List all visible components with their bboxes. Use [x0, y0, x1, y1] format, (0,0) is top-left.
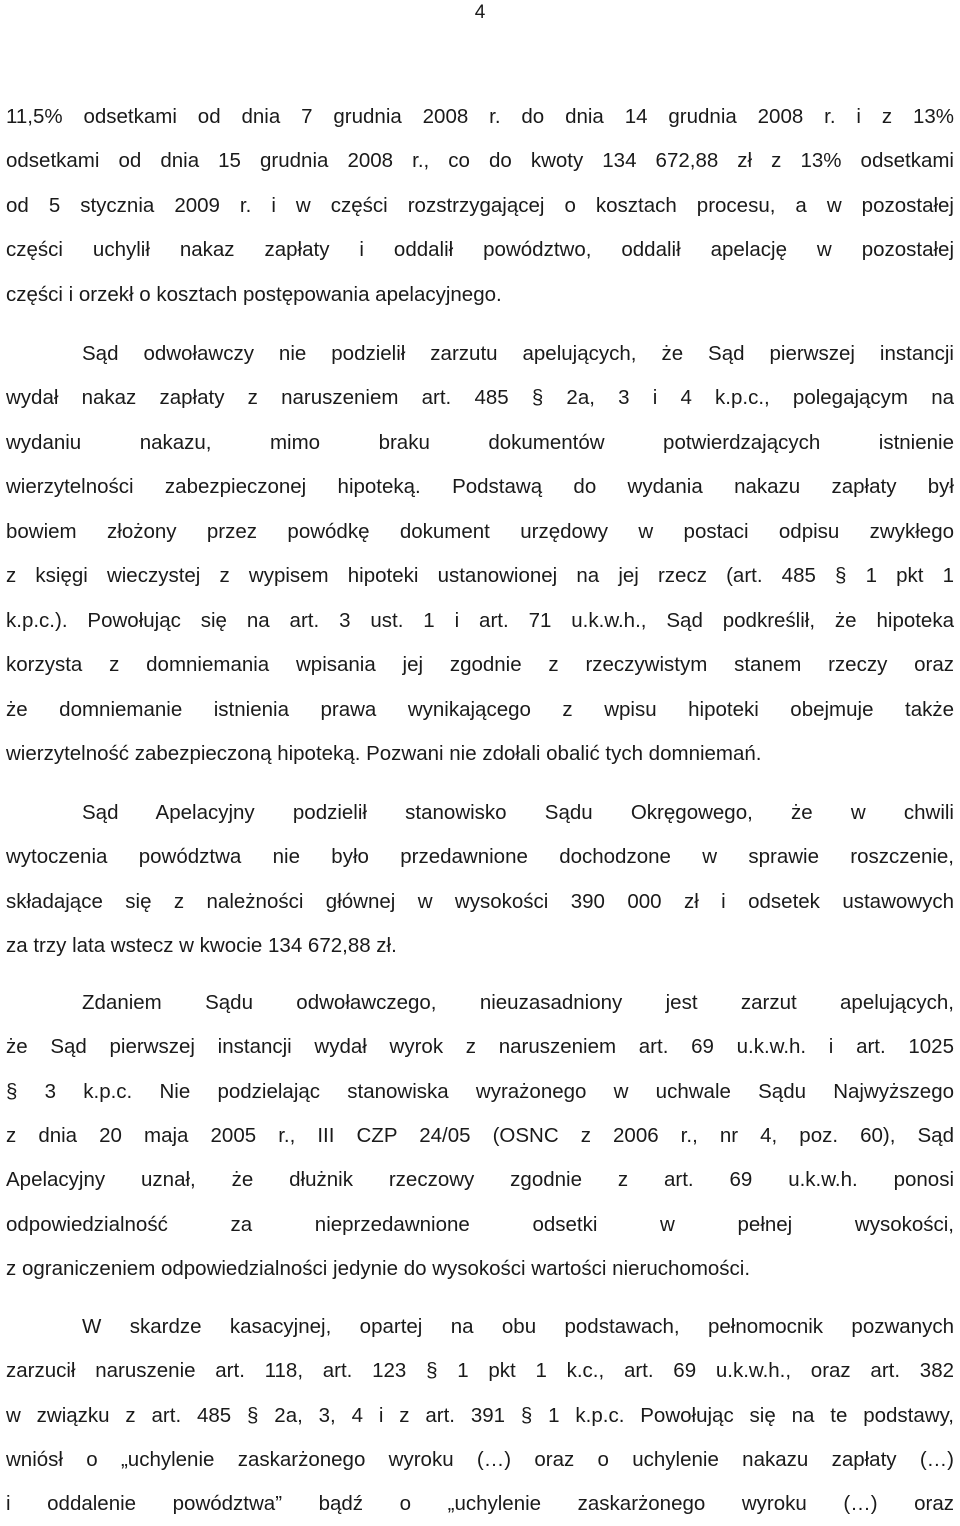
- text-line: § 3 k.p.c. Nie podzielając stanowiska wyrażonego w uchwale Sądu Najwyższego: [6, 1080, 954, 1103]
- text-line: w związku z art. 485 § 2a, 3, 4 i z art. 391 § 1 k.p.c. Powołując się na te podstawy,: [6, 1404, 954, 1427]
- text-line: wydaniu nakazu, mimo braku dokumentów potwierdzających istnienie: [6, 431, 954, 454]
- text-line: części uchylił nakaz zapłaty i oddalił powództwo, oddalił apelację w pozostałej: [6, 238, 954, 261]
- text-line: wytoczenia powództwa nie było przedawnione dochodzone w sprawie roszczenie,: [6, 845, 954, 868]
- text-line: 11,5% odsetkami od dnia 7 grudnia 2008 r. do dnia 14 grudnia 2008 r. i z 13%: [6, 105, 954, 128]
- text-line: odpowiedzialność za nieprzedawnione odsetki w pełnej wysokości,: [6, 1213, 954, 1236]
- text-line: zarzucił naruszenie art. 118, art. 123 § 1 pkt 1 k.c., art. 69 u.k.w.h., oraz art. 382: [6, 1359, 954, 1382]
- text-line: korzysta z domniemania wpisania jej zgodnie z rzeczywistym stanem rzeczy oraz: [6, 653, 954, 676]
- paragraph-first-line: Sąd odwoławczy nie podzielił zarzutu apelujących, że Sąd pierwszej instancji: [82, 342, 954, 365]
- text-line: z księgi wieczystej z wypisem hipoteki ustanowionej na jej rzecz (art. 485 § 1 pkt 1: [6, 564, 954, 587]
- text-line: wierzytelność zabezpieczoną hipoteką. Pozwani nie zdołali obalić tych domniemań.: [6, 742, 762, 765]
- text-line: że domniemanie istnienia prawa wynikającego z wpisu hipoteki obejmuje także: [6, 698, 954, 721]
- text-line: odsetkami od dnia 15 grudnia 2008 r., co do kwoty 134 672,88 zł z 13% odsetkami: [6, 149, 954, 172]
- text-line: z dnia 20 maja 2005 r., III CZP 24/05 (OSNC z 2006 r., nr 4, poz. 60), Sąd: [6, 1124, 954, 1147]
- text-line: części i orzekł o kosztach postępowania apelacyjnego.: [6, 283, 502, 306]
- text-line: że Sąd pierwszej instancji wydał wyrok z naruszeniem art. 69 u.k.w.h. i art. 1025: [6, 1035, 954, 1058]
- paragraph-first-line: W skardze kasacyjnej, opartej na obu podstawach, pełnomocnik pozwanych: [82, 1315, 954, 1338]
- paragraph-first-line: Zdaniem Sądu odwoławczego, nieuzasadniony jest zarzut apelujących,: [82, 991, 954, 1014]
- text-line: wniósł o „uchylenie zaskarżonego wyroku (…) oraz o uchylenie nakazu zapłaty (…): [6, 1448, 954, 1471]
- text-line: za trzy lata wstecz w kwocie 134 672,88 zł.: [6, 934, 397, 957]
- text-line: bowiem złożony przez powódkę dokument urzędowy w postaci odpisu zwykłego: [6, 520, 954, 543]
- text-line: składające się z należności głównej w wysokości 390 000 zł i odsetek ustawowych: [6, 890, 954, 913]
- text-line: z ograniczeniem odpowiedzialności jedynie do wysokości wartości nieruchomości.: [6, 1257, 751, 1280]
- paragraph-first-line: Sąd Apelacyjny podzielił stanowisko Sądu Okręgowego, że w chwili: [82, 801, 954, 824]
- text-line: wydał nakaz zapłaty z naruszeniem art. 485 § 2a, 3 i 4 k.p.c., polegającym na: [6, 386, 954, 409]
- text-line: i oddalenie powództwa” bądź o „uchylenie zaskarżonego wyroku (…) oraz: [6, 1492, 954, 1515]
- page-number: 4: [474, 2, 486, 23]
- text-line: Apelacyjny uznał, że dłużnik rzeczowy zgodnie z art. 69 u.k.w.h. ponosi: [6, 1168, 954, 1191]
- text-line: wierzytelności zabezpieczonej hipoteką. Podstawą do wydania nakazu zapłaty był: [6, 475, 954, 498]
- text-line: k.p.c.). Powołując się na art. 3 ust. 1 i art. 71 u.k.w.h., Sąd podkreślił, że hipoteka: [6, 609, 954, 632]
- text-line: od 5 stycznia 2009 r. i w części rozstrzygającej o kosztach procesu, a w pozostałej: [6, 194, 954, 217]
